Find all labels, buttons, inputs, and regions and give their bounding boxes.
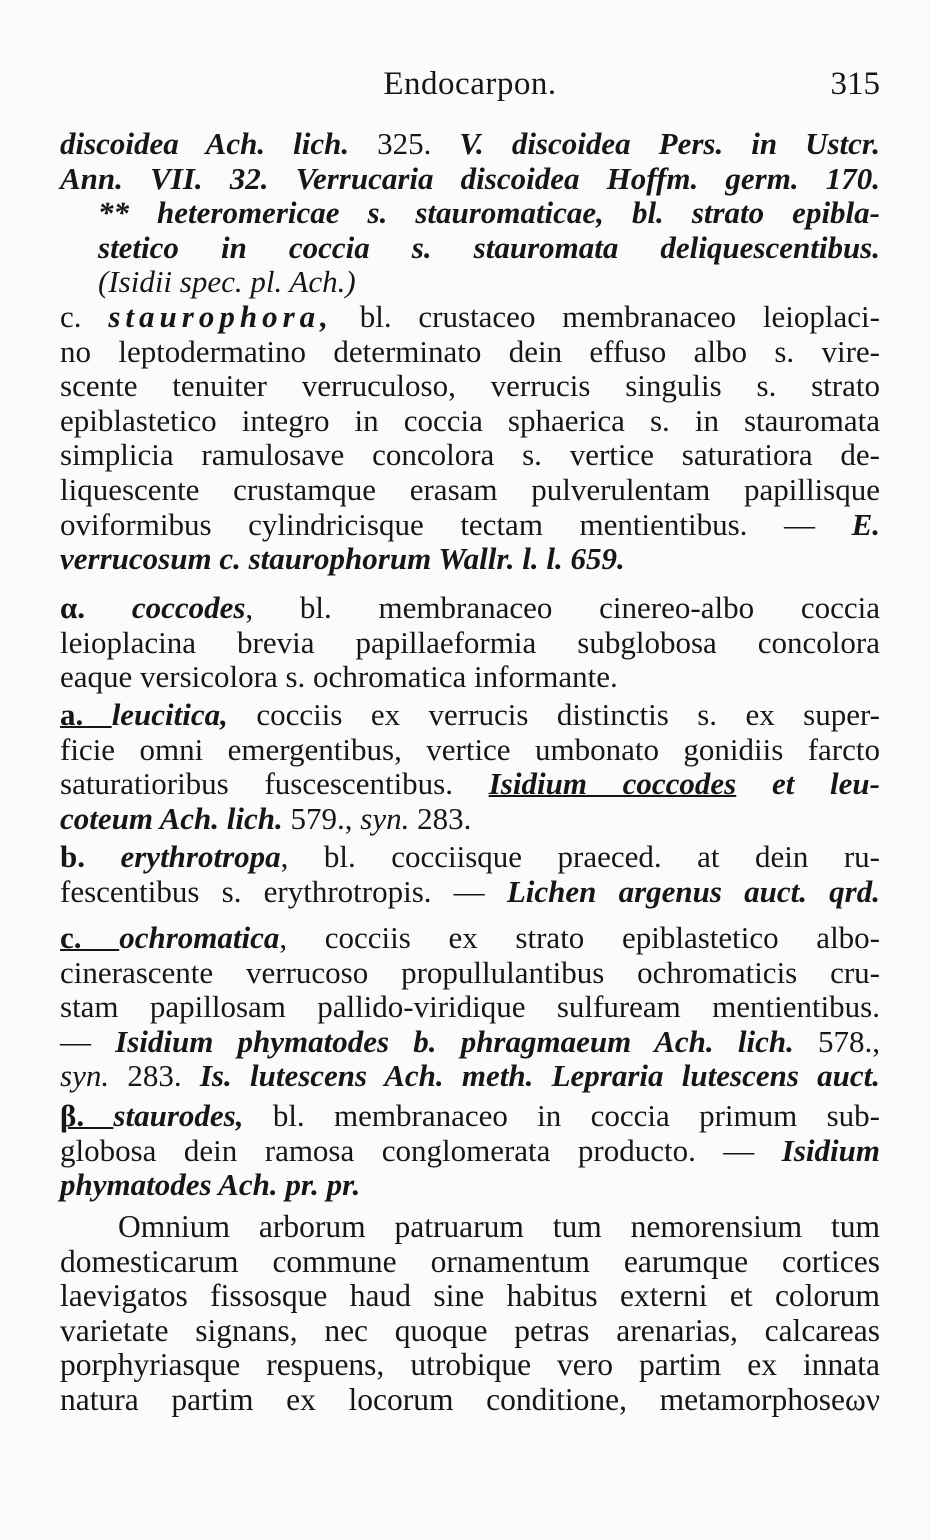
- taxon-name: staurophora,: [108, 298, 333, 334]
- text-line: liquescente crustamque erasam pulverulentam papillisque: [60, 471, 880, 507]
- text-line: a. leucitica, cocciis ex verrucis distinctis s. ex super-: [60, 697, 880, 732]
- text-line: — Isidium phymatodes b. phragmaeum Ach. lich. 578.,: [60, 1023, 880, 1059]
- entry-discoidea-and-staurophora: [60, 127, 880, 577]
- text-line: varietate signans, nec quoque petras arenarias, calcareas: [60, 1312, 880, 1348]
- habitat-paragraph: [60, 1210, 880, 1418]
- subvariety-leucitica: [60, 698, 880, 836]
- taxon-name: coccodes: [131, 590, 246, 625]
- text-line: fescentibus s. erythrotropis. — Lichen argenus auct. qrd.: [60, 873, 880, 909]
- text-line: b. erythrotropa, bl. cocciisque praeced. at dein ru-: [60, 839, 880, 874]
- text-line: stetico in coccia s. stauromata deliquescentibus.: [98, 229, 880, 265]
- text-line: c. staurophora, bl. crustaceo membranaceo leioplaci-: [60, 298, 880, 334]
- text-line: no leptodermatino determinato dein effuso albo s. vire-: [60, 333, 880, 369]
- text-line: α. coccodes, bl. membranaceo cinereo-albo coccia: [60, 590, 880, 625]
- taxon-name: leucitica,: [111, 697, 228, 732]
- subvariety-erythrotropa: [60, 840, 880, 909]
- text-line: β. staurodes, bl. membranaceo in coccia primum sub-: [60, 1098, 880, 1133]
- text-line: leioplacina brevia papillaeformia subglobosa concolora: [60, 624, 880, 660]
- text-line: oviformibus cylindricisque tectam mentientibus. — E.: [60, 506, 880, 542]
- text-line: ** heteromericae s. stauromaticae, bl. strato epibla-: [98, 195, 880, 231]
- taxon-name: ochromatica: [119, 920, 280, 955]
- text-line: saturatioribus fuscescentibus. Isidium coccodes et leu-: [60, 766, 880, 802]
- text-line: stam papillosam pallido-viridique sulfuream mentientibus.: [60, 989, 880, 1025]
- running-title: Endocarpon.: [383, 66, 557, 102]
- variety-coccodes: [60, 591, 880, 695]
- page-number: 315: [830, 66, 880, 102]
- text-line: discoidea Ach. lich. 325. V. discoidea Pers. in Ustcr.: [60, 126, 881, 161]
- text-line: Omnium arborum patruarum tum nemorensium tum: [118, 1209, 880, 1244]
- text-line: porphyriasque respuens, utrobique vero partim ex innata: [60, 1347, 880, 1383]
- taxon-name: staurodes,: [113, 1098, 244, 1133]
- text-line: coteum Ach. lich. 579., syn. 283.: [60, 800, 472, 836]
- text-line: laevigatos fissosque haud sine habitus externi et colorum: [60, 1278, 880, 1314]
- text-line: syn. 283. Is. lutescens Ach. meth. Lepraria lutescens auct.: [60, 1058, 881, 1094]
- subvariety-ochromatica: [60, 921, 880, 1094]
- text-line: ficie omni emergentibus, vertice umbonato gonidiis farcto: [60, 731, 880, 767]
- text-line: (Isidii spec. pl. Ach.): [98, 264, 356, 300]
- text-line: natura partim ex locorum conditione, metamorphoseων: [60, 1381, 880, 1417]
- text-line: epiblastetico integro in coccia sphaerica s. in stauromata: [60, 402, 880, 438]
- variety-staurodes: [60, 1099, 880, 1203]
- text-line: globosa dein ramosa conglomerata producto. — Isidium: [60, 1132, 880, 1168]
- text-line: verrucosum c. staurophorum Wallr. l. l. 659.: [60, 541, 625, 577]
- text-line: scente tenuiter verruculoso, verrucis singulis s. strato: [60, 368, 880, 404]
- text-line: domesticarum commune ornamentum earumque cortices: [60, 1243, 880, 1279]
- text-line: simplicia ramulosave concolora s. vertice saturatiora de-: [60, 437, 880, 473]
- text-line: cinerascente verrucoso propullulantibus ochromaticis cru-: [60, 954, 880, 990]
- text-line: c. ochromatica, cocciis ex strato epiblastetico albo-: [60, 920, 881, 955]
- text-line: eaque versicolora s. ochromatica informante.: [60, 659, 618, 695]
- text-line: Ann. VII. 32. Verrucaria discoidea Hoffm. germ. 170.: [60, 160, 880, 196]
- page-header: [60, 66, 880, 110]
- text-line: phymatodes Ach. pr. pr.: [60, 1167, 361, 1203]
- taxon-name: erythrotropa: [120, 839, 281, 874]
